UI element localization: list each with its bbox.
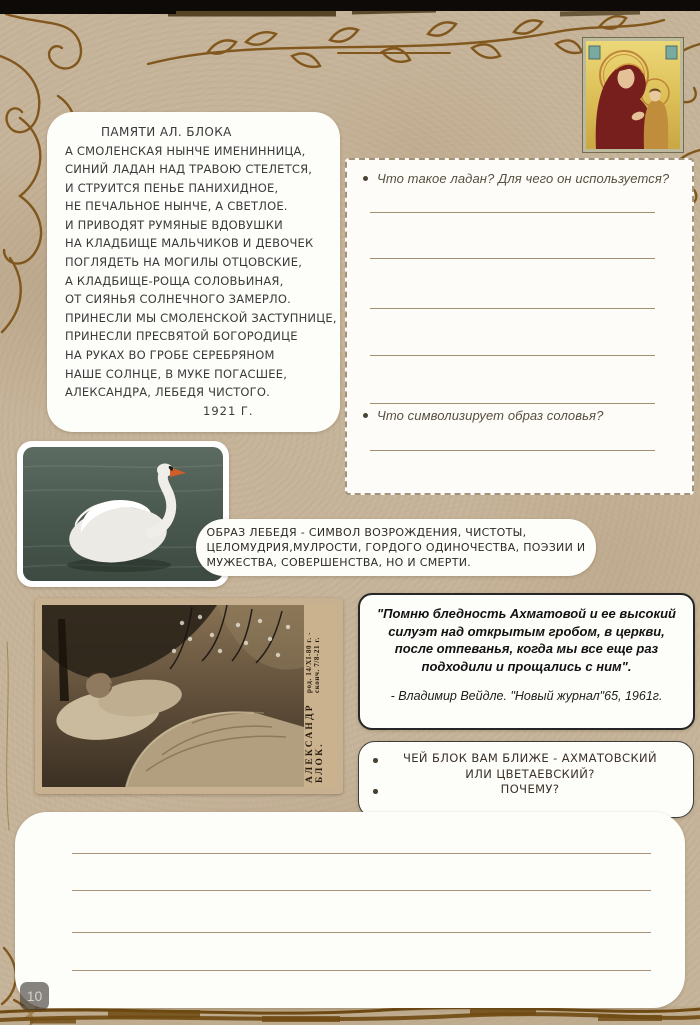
- theotokos-icon-art: [586, 41, 680, 149]
- quote-attribution: - Владимир Вейдле. "Новый журнал"65, 1961г.: [390, 689, 663, 703]
- poem-line: ПОГЛЯДЕТЬ НА МОГИЛЫ ОТЦОВСКИЕ,: [65, 255, 303, 270]
- swan-caption-line: ОБРАЗ ЛЕБЕДЯ - СИМВОЛ ВОЗРОЖДЕНИЯ, ЧИСТОТЫ,: [206, 526, 527, 539]
- swan-caption-lines: [207, 525, 586, 570]
- swan-photo: [17, 441, 229, 587]
- quote-text: "Помню бледность Ахматовой и ее высокий силуэт над открытым гробом, в церкви, после отпеванья, когда мы все еще раз подходили и прощались с ним".: [377, 606, 676, 674]
- theotokos-icon-image: [583, 38, 683, 152]
- poem-lines: [65, 142, 337, 402]
- photo-caption-strip: [304, 605, 336, 787]
- poem-line: НАШЕ СОЛНЦЕ, В МУКЕ ПОГАСШЕЕ,: [65, 366, 288, 381]
- poem-date: 1921 Г.: [203, 403, 254, 418]
- swan-photo-art: [23, 447, 223, 581]
- poem-line: НА КЛАДБИЩЕ МАЛЬЧИКОВ И ДЕВОЧЕК: [65, 236, 314, 251]
- answer-panel: [15, 812, 685, 1008]
- bullet-icon: [363, 413, 368, 418]
- bottom-ornament-band: [0, 1006, 700, 1025]
- question-blok-compare: ЧЕЙ БЛОК ВАМ БЛИЖЕ - АХМАТОВСКИЙ ИЛИ ЦВЕТАЕВСКИЙ?: [402, 751, 658, 781]
- deathbed-photo-image: [42, 605, 336, 787]
- question-incense: Что такое ладан? Для чего он используется?: [377, 171, 670, 186]
- page-number-badge: [20, 982, 49, 1010]
- poem-line: СИНИЙ ЛАДАН НАД ТРАВОЮ СТЕЛЕТСЯ,: [65, 162, 313, 177]
- poem-line: НА РУКАХ ВО ГРОБЕ СЕРЕБРЯНОМ: [65, 348, 275, 363]
- quote-panel: [358, 593, 695, 730]
- answer-line: [72, 970, 651, 971]
- answer-line: [370, 403, 655, 404]
- comparison-question-panel: [358, 741, 694, 818]
- answer-line: [370, 355, 655, 356]
- answer-line: [370, 258, 655, 259]
- poem-line: НЕ ПЕЧАЛЬНОЕ НЫНЧЕ, А СВЕТЛОЕ.: [65, 199, 288, 214]
- top-black-bar-left-segment: [0, 0, 176, 14]
- answer-line: [370, 450, 655, 451]
- deathbed-photo-art: [42, 605, 336, 787]
- question-incense-row: [363, 170, 682, 187]
- photo-caption: [305, 609, 335, 783]
- poem-line: А КЛАДБИЩЕ-РОЩА СОЛОВЬИНАЯ,: [65, 273, 284, 288]
- poem-line: ПРИНЕСЛИ МЫ СМОЛЕНСКОЙ ЗАСТУПНИЦЕ,: [65, 310, 337, 325]
- photo-caption-dates: род. 14/XI-80 г. - сконч. 7/8-21 г.: [305, 632, 321, 694]
- poem-panel: [47, 112, 340, 432]
- answer-line: [72, 932, 651, 933]
- answer-line: [72, 853, 651, 854]
- poem-line: И СТРУИТСЯ ПЕНЬЕ ПАНИХИДНОЕ,: [65, 180, 279, 195]
- poem-line: ОТ СИЯНЬЯ СОЛНЕЧНОГО ЗАМЕРЛО.: [65, 292, 292, 307]
- poem-title: ПАМЯТИ АЛ. БЛОКА: [101, 125, 232, 139]
- photo-caption-name: АЛЕКСАНДР БЛОК.: [305, 703, 325, 783]
- answer-line: [72, 890, 651, 891]
- bullet-icon: [363, 176, 368, 181]
- questions-dashed-panel: [345, 158, 694, 495]
- swan-caption-line: ЦЕЛОМУДРИЯ,МУЛРОСТИ, ГОРДОГО ОДИНОЧЕСТВА, ПОЭЗИИ И: [206, 541, 586, 554]
- poem-line: ПРИНЕСЛИ ПРЕСВЯТОЙ БОГОРОДИЦЕ: [65, 329, 298, 344]
- question-nightingale: Что символизирует образ соловья?: [377, 408, 604, 423]
- swan-caption-bubble: [196, 519, 596, 576]
- poem-line: АЛЕКСАНДРА, ЛЕБЕДЯ ЧИСТОГО.: [65, 385, 270, 400]
- blok-deathbed-photo: [35, 598, 343, 794]
- poem-line: А СМОЛЕНСКАЯ НЫНЧЕ ИМЕНИННИЦА,: [65, 143, 306, 158]
- answer-line: [370, 212, 655, 213]
- bullet-icon: [373, 758, 378, 763]
- answer-line: [370, 308, 655, 309]
- page-number: 10: [26, 988, 43, 1004]
- swan-caption-line: МУЖЕСТВА, СОВЕРШЕНСТВА, НО И СМЕРТИ.: [206, 556, 472, 569]
- question-why: ПОЧЕМУ?: [500, 782, 560, 796]
- question-nightingale-row: [363, 407, 682, 424]
- bullet-icon: [373, 789, 378, 794]
- poem-line: И ПРИВОДЯТ РУМЯНЫЕ ВДОВУШКИ: [65, 217, 283, 232]
